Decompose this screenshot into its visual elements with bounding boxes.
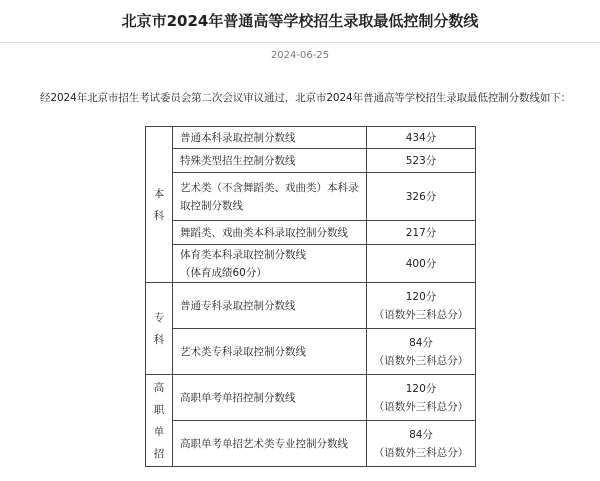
category-cell-gaozhi xyxy=(146,375,173,467)
line-name xyxy=(173,173,367,221)
score-line-table xyxy=(145,126,476,467)
table-row xyxy=(146,245,476,283)
line-value: 326分 xyxy=(367,173,476,221)
line-value-cell xyxy=(367,421,476,467)
line-name-part: 艺术类（不含舞蹈类、戏曲类）本科录 xyxy=(180,181,359,194)
category-char: 单 xyxy=(153,425,165,438)
line-value: 217分 xyxy=(367,221,476,245)
table-row xyxy=(146,329,476,375)
line-name-part: （体育成绩60分） xyxy=(180,266,267,279)
line-name: 舞蹈类、戏曲类本科录取控制分数线 xyxy=(173,221,367,245)
line-name: 高职单考单招控制分数线 xyxy=(173,375,367,421)
line-value-cell xyxy=(367,375,476,421)
table-row xyxy=(146,221,476,245)
line-value: 120分 xyxy=(405,382,437,395)
category-char: 专 xyxy=(153,311,165,324)
line-name-part: 体育类本科录取控制分数线 xyxy=(180,248,306,261)
line-value-note: （语数外三科总分） xyxy=(373,400,469,413)
line-value: 523分 xyxy=(367,149,476,173)
title-divider xyxy=(0,42,600,43)
category-char: 职 xyxy=(153,403,165,416)
table-row xyxy=(146,283,476,329)
line-value-cell xyxy=(367,283,476,329)
line-name: 艺术类专科录取控制分数线 xyxy=(173,329,367,375)
category-char: 科 xyxy=(153,209,165,222)
category-cell-benke xyxy=(146,127,173,283)
category-char: 科 xyxy=(153,333,165,346)
category-char: 本 xyxy=(153,187,165,200)
table-row xyxy=(146,421,476,467)
line-name-part: 取控制分数线 xyxy=(180,199,243,212)
intro-paragraph: 经2024年北京市招生考试委员会第二次会议审议通过，北京市2024年普通高等学校招生录取最低控制分数线如下： xyxy=(40,92,572,104)
line-name xyxy=(173,245,367,283)
line-name: 特殊类型招生控制分数线 xyxy=(173,149,367,173)
line-value: 400分 xyxy=(367,245,476,283)
line-value-note: （语数外三科总分） xyxy=(373,308,469,321)
table-row xyxy=(146,173,476,221)
category-char: 高 xyxy=(153,381,165,394)
line-value: 434分 xyxy=(367,127,476,149)
line-value-note: （语数外三科总分） xyxy=(373,354,469,367)
table-row xyxy=(146,375,476,421)
category-cell-zhuanke xyxy=(146,283,173,375)
line-name: 高职单考单招艺术类专业控制分数线 xyxy=(173,421,367,467)
line-value: 120分 xyxy=(405,290,437,303)
table-row xyxy=(146,149,476,173)
line-value: 84分 xyxy=(409,428,433,441)
line-value-note: （语数外三科总分） xyxy=(373,446,469,459)
line-value: 84分 xyxy=(409,336,433,349)
line-name: 普通专科录取控制分数线 xyxy=(173,283,367,329)
table-row xyxy=(146,127,476,149)
line-value-cell xyxy=(367,329,476,375)
category-char: 招 xyxy=(153,447,165,460)
publish-date: 2024-06-25 xyxy=(270,50,330,61)
line-name: 普通本科录取控制分数线 xyxy=(173,127,367,149)
page-title: 北京市2024年普通高等学校招生录取最低控制分数线 xyxy=(121,12,479,30)
